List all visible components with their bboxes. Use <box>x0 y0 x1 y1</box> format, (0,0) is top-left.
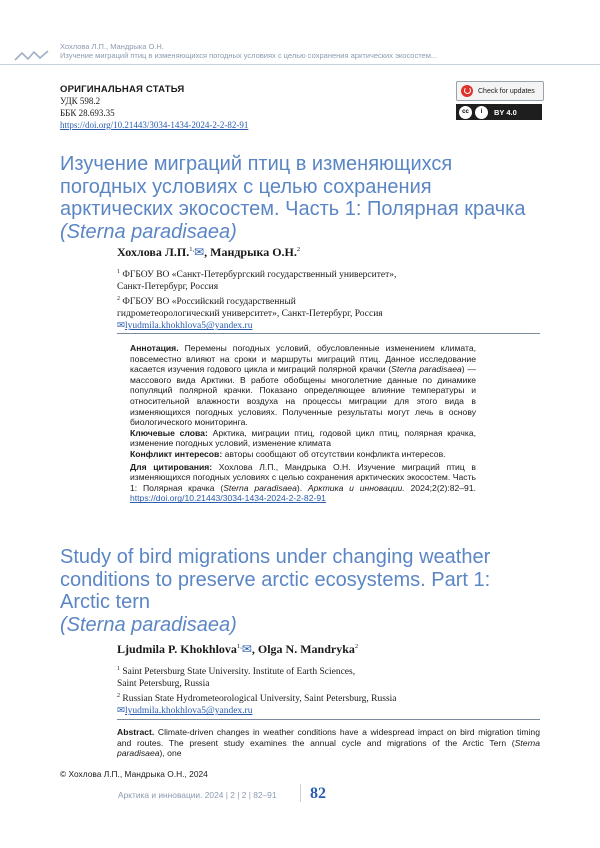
aff2-ru-line1: ФГБОУ ВО «Российский государственный <box>120 297 296 308</box>
abstract-en-label: Abstract. <box>117 727 155 737</box>
abstract-ru <box>130 343 476 504</box>
keywords-ru: Арктика, миграции птиц, годовой цикл птиц, полярная крачка, изменение погодных условий, изменение климата <box>130 427 476 449</box>
footer-divider <box>300 784 301 802</box>
email-icon: ✉ <box>117 321 125 332</box>
title-en <box>60 546 540 636</box>
conflict-ru: авторы сообщают об отсутствии конфликта интересов. <box>222 448 446 459</box>
check-updates-icon <box>461 85 473 97</box>
authors-en <box>117 642 358 657</box>
abstract-ru-text-b: ) — массового вида Арктики. В работе обобщены многолетние данные по динамике популяций полярной крачки. Показано определяющее влияние температуры и относительной влажности воздуха на процессы миграции для этого вида в изменяющихся погодных условиях. Полученные результаты могут лечь в основу биологического мониторинга. <box>130 364 476 428</box>
cc-license-badge[interactable] <box>456 104 542 120</box>
aff2-ru-sup: 2 <box>117 296 120 303</box>
citation-ru-doi[interactable]: https://doi.org/10.21443/3034-1434-2024-2-2-82-91 <box>130 493 326 504</box>
title-en-latin: (Sterna paradisaea) <box>60 613 237 636</box>
check-updates-badge[interactable] <box>456 81 544 101</box>
aff1-en-line1: Saint Petersburg State University. Institute of Earth Sciences, <box>120 667 356 678</box>
aff1-ru-line2: Санкт-Петербург, Россия <box>117 282 219 293</box>
abstract-divider-en <box>117 719 540 720</box>
title-ru-main: Изучение миграций птиц в изменяющихся погодных условиях с целью сохранения арктических экосостем. Часть 1: Полярная крачка <box>60 153 526 220</box>
aff1-ru-line1: ФГБОУ ВО «Санкт-Петербургский государственный университет», <box>120 270 397 281</box>
abstract-en <box>117 727 540 759</box>
person-icon: i <box>475 106 488 119</box>
header-divider <box>0 64 600 65</box>
author2-ru-sup: 2 <box>296 246 301 253</box>
title-ru-latin: (Sterna paradisaea) <box>60 220 237 243</box>
running-header-authors: Хохлова Л.П., Мандрыка О.Н. <box>60 42 164 51</box>
aff2-ru-line2: гидрометеорологический университет», Санкт-Петербург, Россия <box>117 309 383 320</box>
license-label: BY 4.0 <box>494 107 517 117</box>
journal-wave-logo <box>14 48 50 64</box>
running-header-title: Изучение миграций птиц в изменяющихся погодных условиях с целью сохранения арктических экосостем... <box>60 51 438 60</box>
conflict-ru-label: Конфликт интересов: <box>130 448 223 459</box>
citation-ru-text-c: 2024;2(2):82–91. <box>404 482 476 493</box>
author1-en-sup: 1, <box>236 643 242 650</box>
copyright: © Хохлова Л.П., Мандрыка О.Н., 2024 <box>60 769 208 779</box>
abstract-ru-label: Аннотация. <box>130 343 179 353</box>
authors-ru <box>117 245 300 260</box>
article-type: ОРИГИНАЛЬНАЯ СТАТЬЯ <box>60 84 185 95</box>
author1-ru: Хохлова Л.П. <box>117 245 190 259</box>
email-en[interactable]: lyudmila.khokhlova5@yandex.ru <box>124 706 253 717</box>
abstract-en-text-b: ), one <box>159 748 182 759</box>
udk: УДК 598.2 <box>60 96 101 106</box>
bbk: ББК 28.693.35 <box>60 108 115 118</box>
aff2-en-sup: 2 <box>117 693 120 700</box>
author1-ru-sup: 1, <box>189 246 195 253</box>
abstract-en-text-a: Climate-driven changes in weather conditions have a widespread impact on bird migration timing and routes. The present study examines the annual cycle and migrations of the Arctic Tern ( <box>117 727 540 748</box>
check-updates-label: Check for updates <box>478 87 535 95</box>
citation-ru-label: Для цитирования: <box>130 461 213 472</box>
doi-link[interactable]: https://doi.org/10.21443/3034-1434-2024-2-2-82-91 <box>60 120 249 130</box>
title-en-main: Study of bird migrations under changing weather conditions to preserve arctic ecosystems. Part 1: Arctic tern <box>60 546 491 613</box>
aff1-en-line2: Saint Petersburg, Russia <box>117 679 210 690</box>
citation-ru-journal: Арктика и инновации. <box>307 482 405 493</box>
author1-en: Ljudmila P. Khokhlova <box>117 642 237 656</box>
keywords-ru-label: Ключевые слова: <box>130 427 208 438</box>
affiliations-en <box>117 663 517 717</box>
citation-ru-latin: Sterna paradisaea <box>223 482 297 493</box>
cc-icon: cc <box>459 106 472 119</box>
author2-en: , Olga N. Mandryka <box>251 642 355 656</box>
abstract-divider-ru <box>117 333 540 334</box>
aff1-ru-sup: 1 <box>117 269 120 275</box>
title-ru <box>60 153 540 243</box>
aff2-en-line1: Russian State Hydrometeorological University, Saint Petersburg, Russia <box>120 694 397 705</box>
abstract-ru-text-a: Перемены погодных условий, обусловленные изменением климата, повсеместно влияют на сроки и маршруты миграций птиц. Данное исследование касается изучения годового цикла и миграций полярной крачки ( <box>130 343 476 375</box>
page-number: 82 <box>310 785 326 802</box>
email-icon: ✉ <box>117 706 125 717</box>
affiliations-ru <box>117 266 517 332</box>
email-ru[interactable]: lyudmila.khokhlova5@yandex.ru <box>124 321 253 332</box>
citation-ru-text-b: ). <box>296 482 308 493</box>
aff1-en-sup: 1 <box>117 666 120 672</box>
author2-ru: , Мандрыка О.Н. <box>204 245 297 259</box>
mail-icon: ✉ <box>194 245 205 259</box>
abstract-ru-latin: Sterna paradisaea <box>391 364 462 375</box>
citation-ru-text-a: Хохлова Л.П., Мандрыка О.Н. Изучение миграций птиц в изменяющихся погодных условиях с целью сохранения арктических экосостем. Часть 1: Полярная крачка ( <box>130 461 477 493</box>
mail-icon: ✉ <box>241 642 252 656</box>
footer-journal: Арктика и инновации. 2024 | 2 | 2 | 82–91 <box>118 790 277 800</box>
abstract-en-latin: Sterna paradisaea <box>117 737 540 759</box>
author2-en-sup: 2 <box>354 643 359 650</box>
